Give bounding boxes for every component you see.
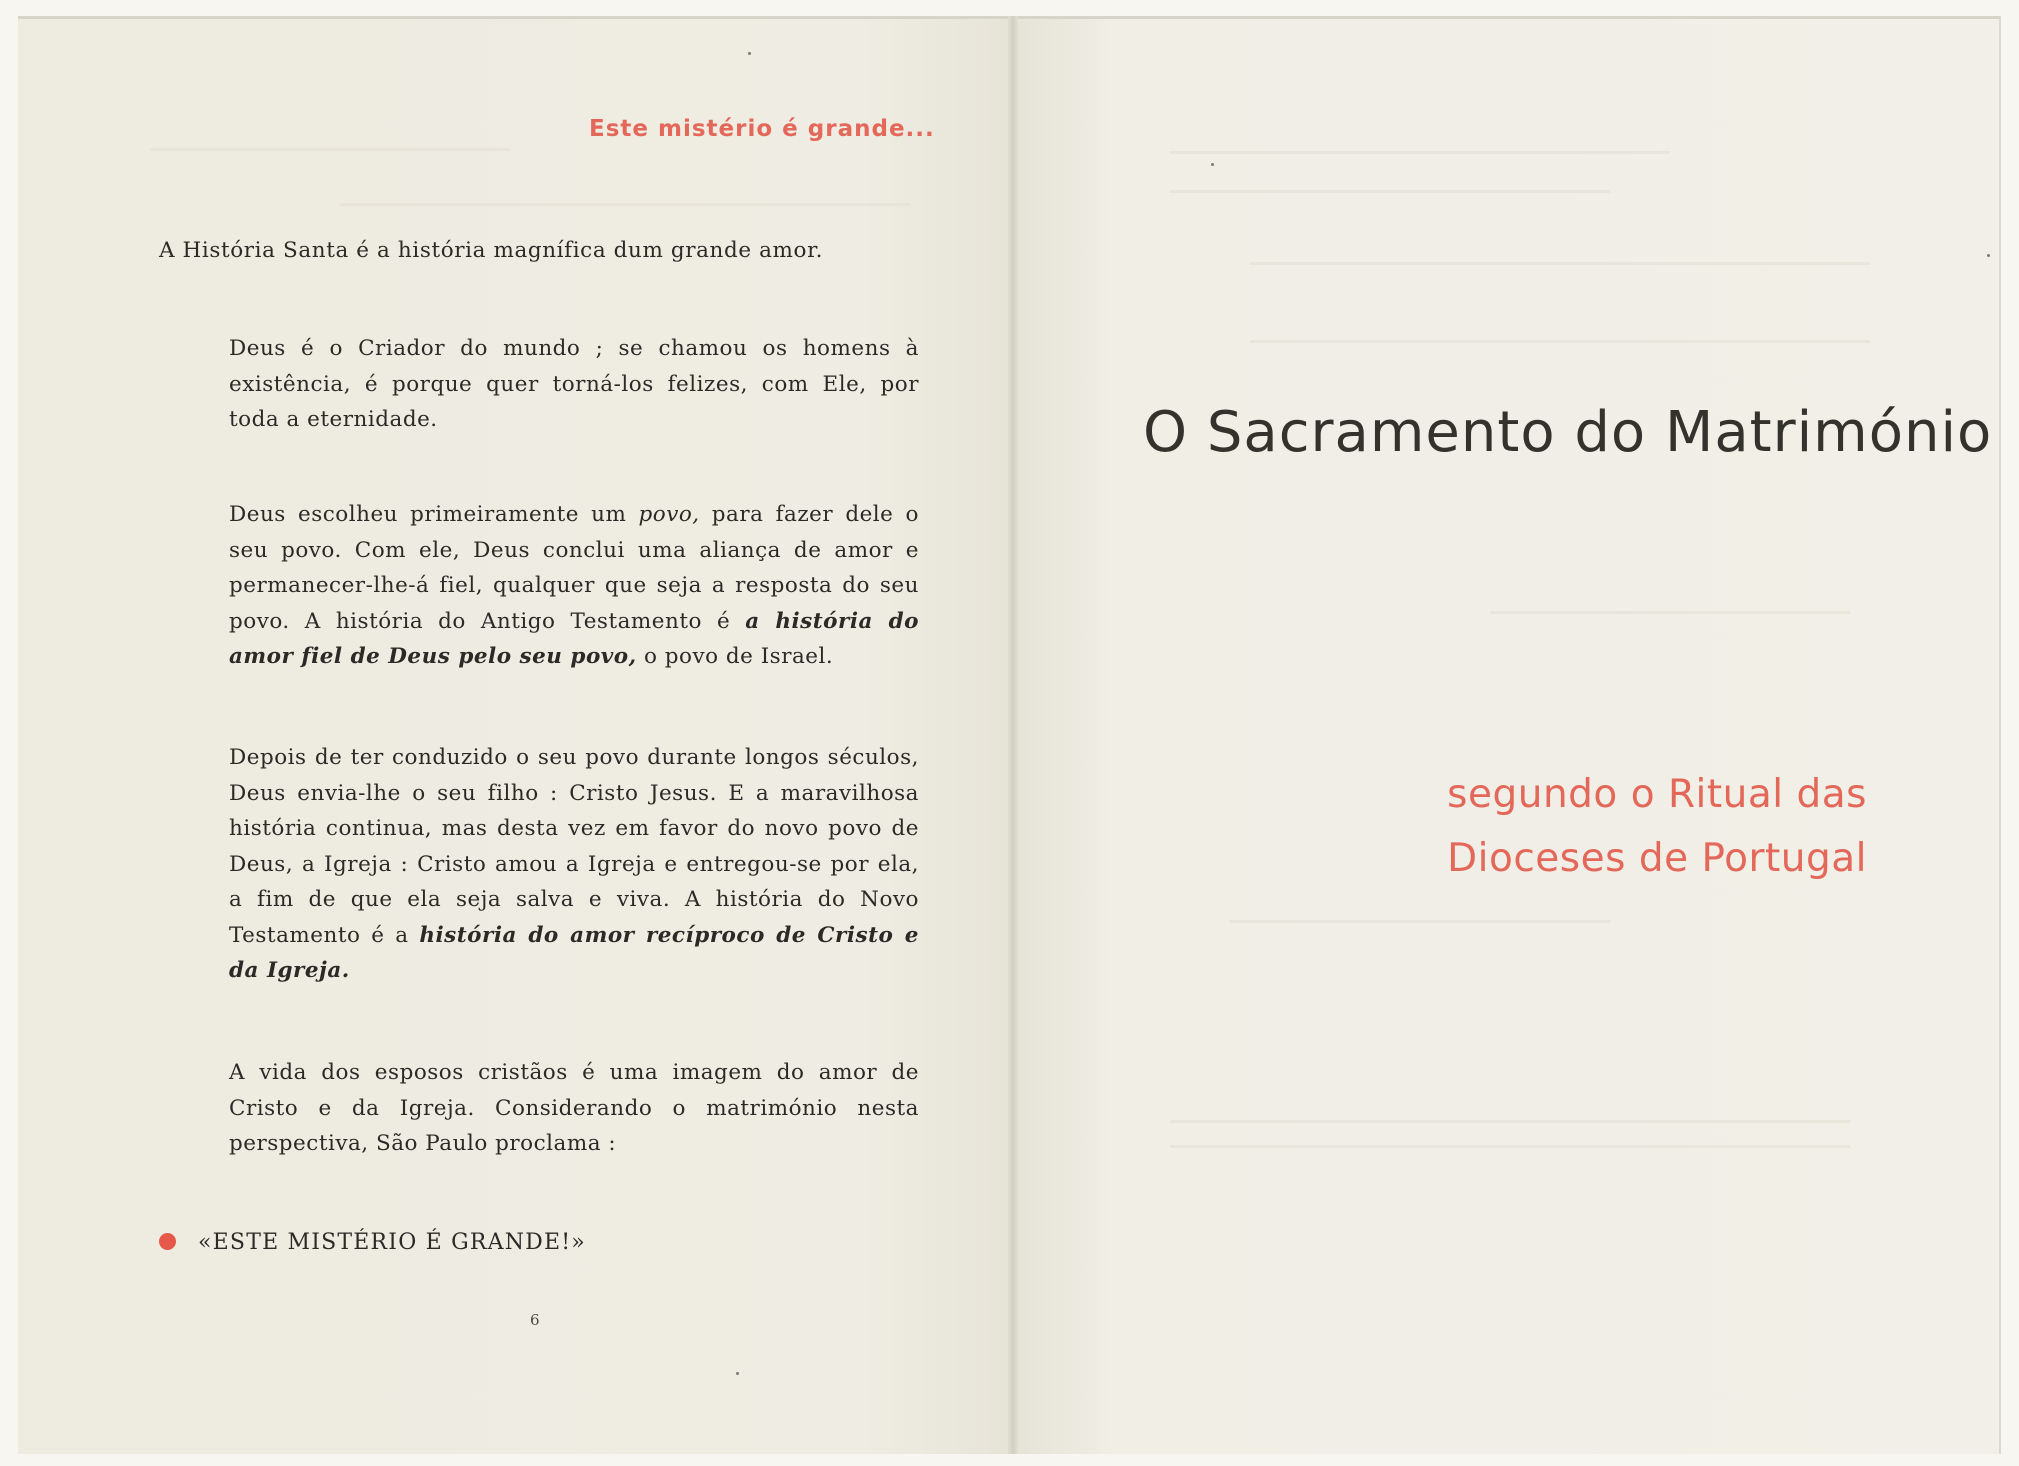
paper-speck (1987, 254, 1990, 257)
emphasis-text: a história do amor fiel de Deus pelo seu povo, (229, 608, 919, 669)
bleed-through-mark (1250, 340, 1870, 343)
paragraph-spouses (229, 1055, 919, 1162)
paper-speck (736, 1372, 739, 1375)
paragraph-text: para fazer dele o seu povo. Com ele, Deus conclui uma aliança de amor e permanecer-lhe-á fiel, qualquer que seja a resposta do seu povo. A história do Antigo Testamento é (229, 502, 919, 634)
page-title: O Sacramento do Matrimónio (1143, 400, 1993, 465)
book-gutter (1008, 16, 1018, 1454)
right-page (1013, 16, 2001, 1454)
bleed-through-mark (1170, 1145, 1850, 1148)
bleed-through-mark (150, 148, 510, 151)
bleed-through-mark (1230, 920, 1610, 923)
subtitle-line: Dioceses de Portugal (1447, 836, 1867, 881)
paragraph-text: Deus escolheu primeiramente um (229, 502, 639, 527)
subtitle-line: segundo o Ritual das (1447, 772, 1867, 817)
quote-line (159, 1230, 586, 1255)
paragraph-text: A vida dos esposos cristãos é uma imagem do amor de Cristo e da Igreja. Considerando o matrimónio nesta perspectiva, São Paulo proclama : (229, 1060, 919, 1156)
bleed-through-mark (1170, 151, 1670, 154)
running-head: Este mistério é grande... (589, 116, 935, 142)
emphasis-text: história do amor recíproco de Cristo e da Igreja. (229, 922, 919, 983)
paper-speck (748, 52, 751, 55)
bleed-through-mark (1170, 1120, 1850, 1123)
paragraph-text: Depois de ter conduzido o seu povo durante longos séculos, Deus envia-lhe o seu filho : Cristo Jesus. E a maravilhosa história continua, mas desta vez em favor do novo povo de Deus, a Igreja : Cristo amou a Igreja e entregou-se por ela, a fim de que ela seja salva e viva. A história do Novo Testamento é a (229, 745, 919, 948)
bleed-through-mark (340, 203, 910, 206)
quote-text: «ESTE MISTÉRIO É GRANDE!» (198, 1230, 586, 1255)
paragraph-text: Deus é o Criador do mundo ; se chamou os homens à existência, é porque quer torná-los felizes, com Ele, por toda a eternidade. (229, 336, 919, 432)
paragraph-old-testament (229, 497, 919, 675)
emphasis-text: povo, (638, 502, 700, 527)
bleed-through-mark (1170, 190, 1610, 193)
intro-sentence: A História Santa é a história magnífica dum grande amor. (159, 238, 824, 263)
paragraph-text: o povo de Israel. (636, 644, 834, 669)
bleed-through-mark (1490, 611, 1850, 614)
red-bullet-icon (159, 1233, 176, 1250)
subtitle (1447, 763, 1867, 891)
bleed-through-mark (1250, 262, 1870, 265)
paragraph-new-testament (229, 740, 919, 989)
paragraph-creator (229, 331, 919, 438)
page-number: 6 (530, 1311, 540, 1329)
paper-speck (1211, 163, 1214, 166)
